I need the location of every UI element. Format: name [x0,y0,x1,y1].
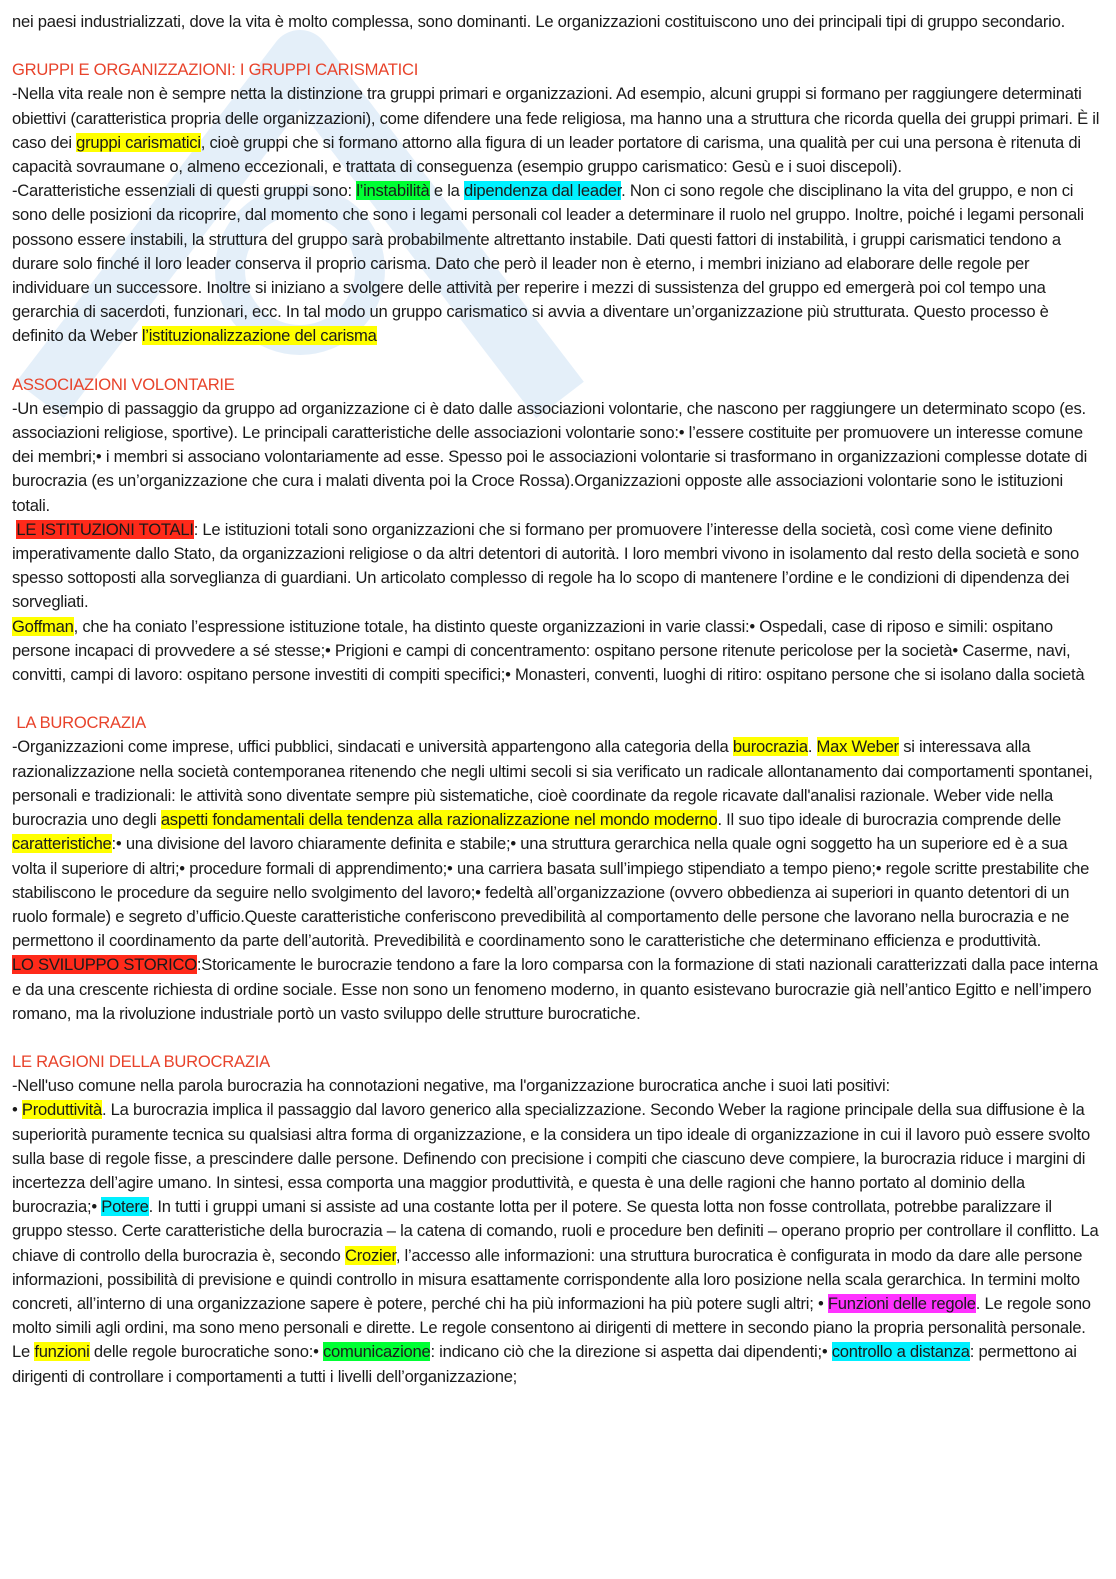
highlight-max-weber: Max Weber [816,737,899,757]
heading-burocrazia: LA BUROCRAZIA [16,713,146,733]
paragraph-goffman: Goffman, che ha coniato l’espressione istituzione totale, ha distinto queste organizzazioni in varie classi:• Ospedali, case di riposo e simili: ospitano persone incapaci di provvedere a sé stesse;• Prigioni e campi di concentramento: ospitano persone ritenute pericolose per la società• Caserme, navi, convitti, campi di lavoro: ospitano persone investiti di compiti specifici;• Monasteri, conventi, luoghi di ritiro: ospitano persone che si isolano dalla società [12,616,1085,685]
paragraph-carismatici-1: -Nella vita reale non è sempre netta la distinzione tra gruppi primari e organizzazioni. Ad esempio, alcuni gruppi si formano per raggiungere determinati obiettivi (caratteristica propria delle organizzazioni), come difendere una fede religiosa, ma hanno una a struttura che ricorda quella dei gruppi primari. È il caso dei gruppi carismatici, cioè gruppi che si formano attorno alla figura di un leader portatore di carisma, una qualità per cui una persona è ritenuta di capacità sovraumane o, almeno eccezionali, e trattata di conseguenza (esempio gruppo carismatico: Gesù e i suoi discepoli). [12,84,1100,177]
highlight-potere: Potere [101,1197,149,1217]
paragraph-carismatici-2: -Caratteristiche essenziali di questi gruppi sono: l’instabilità e la dipendenza dal leader. Non ci sono regole che disciplinano la vita del gruppo, e non ci sono delle posizioni da ricoprire, dal momento che sono i legami personali col leader a determinare il ruolo nel gruppo. Inoltre, poiché i legami personali possono essere instabili, la struttura del gruppo sarà probabilmente altrettanto instabile. Dati questi fattori di instabilità, i gruppi carismatici tendono a durare solo finché il loro leader conserva il proprio carisma. Dato che però il leader non è eterno, i membri iniziano ad elaborare delle regole per individuare un successore. Inoltre si iniziano a svolgere delle attività per reperire i mezzi di sussistenza del gruppo ed emergerà poi col tempo una gerarchia di sacerdoti, funzionari, ecc. In tal modo un gruppo carismatico si avvia a diventare un’organizzazione più strutturata. Questo processo è definito da Weber l’istituzionalizzazione del carisma [12,181,1084,346]
highlight-funzioni: funzioni [34,1342,90,1362]
highlight-gruppi-carismatici: gruppi carismatici [76,132,201,152]
highlight-controllo-distanza: controllo a distanza [831,1342,970,1362]
highlight-aspetti-fondamentali: aspetti fondamentali della tendenza alla razionalizzazione nel mondo moderno [160,810,718,830]
heading-ragioni-burocrazia: LE RAGIONI DELLA BUROCRAZIA [12,1051,270,1071]
highlight-burocrazia: burocrazia [732,737,808,757]
heading-associazioni-volontarie: ASSOCIAZIONI VOLONTARIE [12,374,235,394]
highlight-istituzionalizzazione: l’istituzionalizzazione del carisma [141,326,377,346]
highlight-crozier: Crozier [345,1245,396,1265]
highlight-instabilita: l’instabilità [356,181,430,201]
highlight-caratteristiche: caratteristiche [12,834,112,854]
highlight-sviluppo-storico: LO SVILUPPO STORICO [12,955,197,975]
paragraph-istituzioni-totali: LE ISTITUZIONI TOTALI: Le istituzioni totali sono organizzazioni che si formano per promuovere l’interesse della società, così come viene definito imperativamente dallo Stato, da organizzazioni religiose o da altri detentori di autorità. I loro membri vivono in isolamento dal resto della società e sono spesso sottoposti alla sorveglianza di guardiani. Un articolato complesso di regole ha lo scopo di mantenere l’ordine e le condizioni di dipendenza dei sorvegliati. [12,519,1079,612]
paragraph-sviluppo-storico: LO SVILUPPO STORICO:Storicamente le burocrazie tendono a fare la loro comparsa con la formazione di stati nazionali caratterizzati dalla pace interna e da una crescente richiesta di ordine sociale. Esse non sono un fenomeno moderno, in quanto esistevano burocrazie già nell’antico Egitto e nell’impero romano, ma la rivoluzione industriale portò un vasto sviluppo delle strutture burocratiche. [12,955,1098,1023]
paragraph-ragioni: • Produttività. La burocrazia implica il passaggio dal lavoro generico alla specializzazione. Secondo Weber la ragione principale della sua diffusione è la superiorità puramente tecnica su qualsiasi altra forma di organizzazione, e la considera un tipo ideale di organizzazione in cui il lavoro può essere svolto sulla base di regole fisse, a prescindere dalle persone. Definendo con precisione i compiti che ciascuno deve compiere, la burocrazia riduce i margini di incertezza dell’agire umano. In sintesi, essa comporta una maggior produttività, e questa è una delle ragioni che hanno portato al dominio della burocrazia;• Potere. In tutti i gruppi umani si assiste ad una costante lotta per il potere. Se questa lotta non fosse controllata, potrebbe paralizzare il gruppo stesso. Certe caratteristiche della burocrazia – la catena di comando, ruoli e procedure ben definiti – operano proprio per controllare il conflitto. La chiave di controllo della burocrazia è, secondo Crozier, l’accesso alle informazioni: una struttura burocratica è configurata in modo da dare alle persone informazioni, possibilità di previsione e quindi controllo in misura esattamente corrispondente alla loro posizione nella scala gerarchica. In termini molto concreti, all’interno di una organizzazione sapere è potere, perché chi ha più informazioni ha più potere sugli altri; • Funzioni delle regole. Le regole sono molto simili agli ordini, ma sono meno personali e dirette. Le regole consentono ai dirigenti di mettere in secondo piano la propria personalità personale. Le funzioni delle regole burocratiche sono:• comunicazione: indicano ciò che la direzione si aspetta dai dipendenti;• controllo a distanza: permettono ai dirigenti di controllare i comportamenti a tutti i livelli dell’organizzazione; [12,1100,1099,1386]
highlight-goffman: Goffman [12,616,74,636]
paragraph-ragioni-intro: -Nell'uso comune nella parola burocrazia ha connotazioni negative, ma l'organizzazione burocratica anche i suoi lati positivi: [12,1076,890,1096]
heading-gruppi-carismatici: GRUPPI E ORGANIZZAZIONI: I GRUPPI CARISMATICI [12,60,419,80]
paragraph-intro: nei paesi industrializzati, dove la vita è molto complessa, sono dominanti. Le organizzazioni costituiscono uno dei principali tipi di gruppo secondario. [12,12,1065,31]
paragraph-burocrazia: -Organizzazioni come imprese, uffici pubblici, sindacati e università appartengono alla categoria della burocrazia. Max Weber si interessava alla razionalizzazione nella società contemporanea ritenendo che negli ultimi secoli si sia verificato un radicale allontanamento dai comportamenti spontanei, personali e tradizionali: le attività sono diventate sempre più sistematiche, cioè coordinate da regole ricavate dall'analisi razionale. Weber vide nella burocrazia uno degli aspetti fondamentali della tendenza alla razionalizzazione nel mondo moderno. Il suo tipo ideale di burocrazia comprende delle caratteristiche:• una divisione del lavoro chiaramente definita e stabile;• una struttura gerarchica nella quale ogni soggetto ha un superiore ed è a sua volta il superiore di altri;• procedure formali di apprendimento;• una carriera basata sull’impiego stipendiato a tempo pieno;• regole scritte prestabilite che stabiliscono le procedure da seguire nello svolgimento del lavoro;• fedeltà all’organizzazione (ovvero obbedienza ai superiori in quanto detentori di un ruolo formale) e segreto d’ufficio.Queste caratteristiche conferiscono prevedibilità al comportamento delle persone che lavorano nella burocrazia e ne permettono il coordinamento da parte dell’autorità. Prevedibilità e coordinamento sono le caratteristiche che determinano efficienza e produttività. [12,737,1093,951]
highlight-produttivita: Produttività [21,1100,102,1120]
paragraph-associazioni: -Un esempio di passaggio da gruppo ad organizzazione ci è dato dalle associazioni volontarie, che nascono per raggiungere un determinato scopo (es. associazioni religiose, sportive). Le principali caratteristiche delle associazioni volontarie sono:• l’essere costituite per promuovere un interesse comune dei membri;• i membri si associano volontariamente ad esse. Spesso poi le associazioni volontarie si trasformano in organizzazioni complesse dotate di burocrazia (es un’organizzazione che cura i malati diventa poi la Croce Rossa).Organizzazioni opposte alle associazioni volontarie sono le istituzioni totali. [12,398,1088,515]
highlight-dipendenza-leader: dipendenza dal leader [464,181,622,201]
highlight-comunicazione: comunicazione [323,1342,431,1362]
highlight-istituzioni-totali: LE ISTITUZIONI TOTALI [16,519,194,539]
highlight-funzioni-regole: Funzioni delle regole [827,1293,976,1313]
